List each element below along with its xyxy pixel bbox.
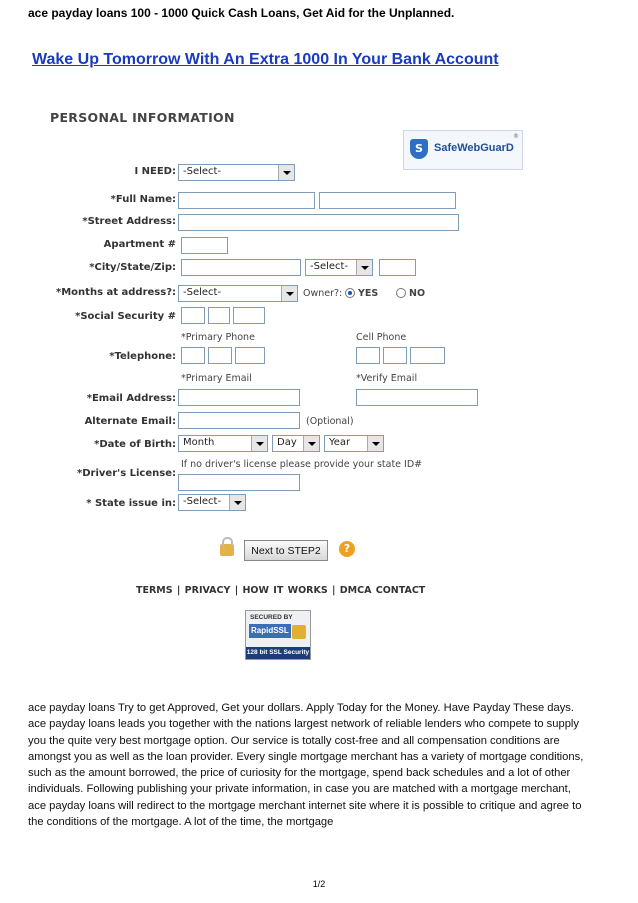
- registered-mark: ®: [513, 133, 519, 140]
- label-full-name: *Full Name:: [110, 194, 176, 205]
- amount-select-value: -Select-: [183, 166, 222, 177]
- page-number: 1/2: [312, 879, 326, 889]
- state-select-value: -Select-: [310, 261, 349, 272]
- body-text: [28, 700, 588, 830]
- ssl-bits: 128 bit SSL Security: [246, 647, 310, 659]
- chevron-down-icon: [251, 436, 267, 451]
- dob-day-value: Day: [277, 437, 297, 448]
- label-drivers-license: *Driver's License:: [77, 468, 176, 479]
- body-paragraph: ace payday loans Try to get Approved, Get your dollars. Apply Today for the Money. Have Payday These days.: [28, 702, 575, 714]
- drivers-license-input[interactable]: [178, 474, 300, 491]
- label-i-need: I NEED:: [134, 166, 176, 177]
- chevron-down-icon: [229, 495, 245, 510]
- shield-icon: S: [410, 139, 428, 159]
- zip-input[interactable]: [379, 259, 416, 276]
- optional-note: (Optional): [306, 416, 354, 427]
- state-issue-select[interactable]: [178, 494, 246, 511]
- label-email: *Email Address:: [86, 393, 176, 404]
- lock-icon: [220, 544, 234, 556]
- label-alternate-email: Alternate Email:: [84, 416, 176, 427]
- body-paragraph: ace payday loans leads you together with the nations largest network of reliable lenders who compete to supply you the quite very best mortgage option. Our service is totally cost-free and all compensation conditions are amongst you as well as the loan provider. Every single mortgage merchant has a variety of mortgage conditions, such as the amount borrowed, the price of curiosity for the mortgage, spend back schedules and a lot of other individuals. Following publishing your private information, in case you are matched with a mortgage merchant, ace payday loans will redirect to the mortgage merchant internet site where it is possible to critique and agree to the conditions of the mortgage. A lot of the time, the mortgage: [28, 718, 584, 829]
- label-date-of-birth: *Date of Birth:: [94, 439, 176, 450]
- owner-yes-radio[interactable]: [345, 288, 355, 298]
- ssn-part1-input[interactable]: [181, 307, 205, 324]
- next-step-button[interactable]: Next to STEP2: [244, 540, 328, 561]
- label-owner: Owner?:: [303, 288, 343, 299]
- state-issue-value: -Select-: [183, 496, 222, 507]
- email-input[interactable]: [178, 389, 300, 406]
- state-select[interactable]: [305, 259, 373, 276]
- footer-links[interactable]: TERMS | PRIVACY | HOW IT WORKS | DMCA CONTACT: [136, 585, 426, 596]
- last-name-input[interactable]: [319, 192, 456, 209]
- dob-month-select[interactable]: [178, 435, 268, 452]
- phone-prefix-input[interactable]: [208, 347, 232, 364]
- label-city-state-zip: *City/State/Zip:: [89, 262, 176, 273]
- ssl-brand: RapidSSL: [249, 624, 291, 638]
- label-telephone: *Telephone:: [109, 351, 176, 362]
- phone-area-input[interactable]: [181, 347, 205, 364]
- padlock-icon: [292, 625, 306, 639]
- license-note: If no driver's license please provide your state ID#: [181, 459, 423, 470]
- chevron-down-icon: [281, 286, 297, 301]
- headline-link[interactable]: Wake Up Tomorrow With An Extra 1000 In Your Bank Account: [32, 51, 499, 68]
- safewebguard-seal[interactable]: [403, 130, 523, 170]
- form-section-title: PERSONAL INFORMATION: [50, 110, 235, 125]
- dob-year-select[interactable]: [324, 435, 384, 452]
- apartment-input[interactable]: [181, 237, 228, 254]
- first-name-input[interactable]: [178, 192, 315, 209]
- city-input[interactable]: [181, 259, 301, 276]
- cell-prefix-input[interactable]: [383, 347, 407, 364]
- alternate-email-input[interactable]: [178, 412, 300, 429]
- help-icon[interactable]: ?: [339, 541, 355, 557]
- verify-email-label: *Verify Email: [356, 373, 418, 384]
- amount-select[interactable]: [178, 164, 295, 181]
- label-apartment: Apartment #: [103, 239, 176, 250]
- cell-area-input[interactable]: [356, 347, 380, 364]
- dob-month-value: Month: [183, 437, 215, 448]
- chevron-down-icon: [303, 436, 319, 451]
- ssl-secured-by: SECURED BY: [250, 614, 293, 621]
- label-street-address: *Street Address:: [82, 216, 176, 227]
- chevron-down-icon: [356, 260, 372, 275]
- owner-yes-label: YES: [358, 288, 379, 299]
- label-state-issue: * State issue in:: [86, 498, 176, 509]
- seal-text: SafeWebGuarD: [434, 142, 514, 154]
- dob-year-value: Year: [329, 437, 351, 448]
- ssn-part3-input[interactable]: [233, 307, 265, 324]
- street-address-input[interactable]: [178, 214, 459, 231]
- dob-day-select[interactable]: [272, 435, 320, 452]
- label-ssn: *Social Security #: [75, 311, 176, 322]
- rapidssl-badge[interactable]: [245, 610, 311, 660]
- ssn-part2-input[interactable]: [208, 307, 230, 324]
- primary-email-label: *Primary Email: [181, 373, 252, 384]
- label-months-at-address: *Months at address?:: [56, 287, 176, 298]
- phone-line-input[interactable]: [235, 347, 265, 364]
- cell-phone-label: Cell Phone: [356, 332, 407, 343]
- months-select-value: -Select-: [183, 287, 222, 298]
- chevron-down-icon: [278, 165, 294, 180]
- document-title: ace payday loans 100 - 1000 Quick Cash Loans, Get Aid for the Unplanned.: [28, 6, 455, 20]
- chevron-down-icon: [367, 436, 383, 451]
- months-select[interactable]: [178, 285, 298, 302]
- verify-email-input[interactable]: [356, 389, 478, 406]
- owner-no-radio[interactable]: [396, 288, 406, 298]
- owner-no-label: NO: [409, 288, 426, 299]
- primary-phone-label: *Primary Phone: [181, 332, 255, 343]
- cell-line-input[interactable]: [410, 347, 445, 364]
